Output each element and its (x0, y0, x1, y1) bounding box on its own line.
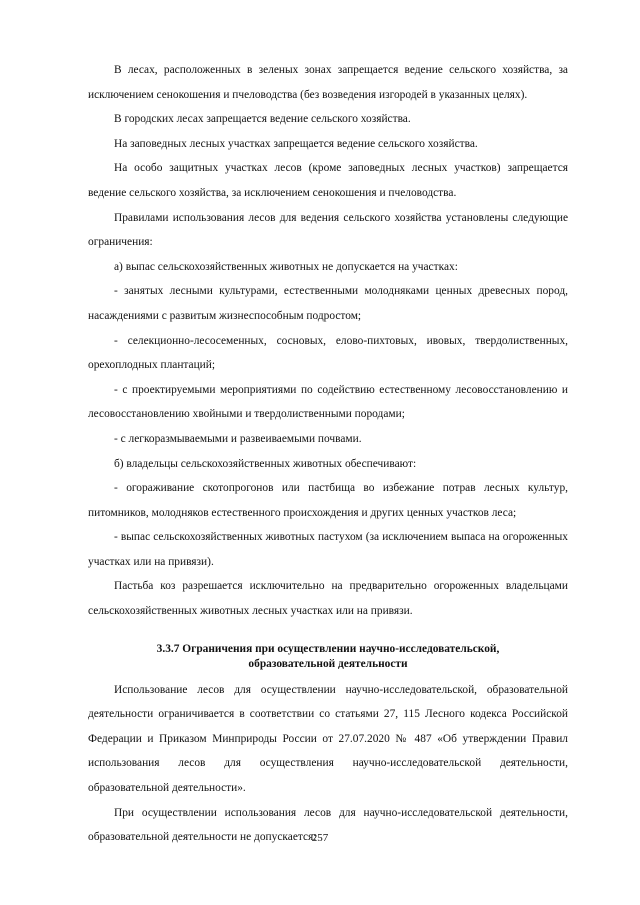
list-item: - с легкоразмываемыми и развеиваемыми почвами. (114, 432, 362, 445)
list-heading: а) выпас сельскохозяйственных животных не допускается на участках: (114, 260, 458, 273)
paragraph: В городских лесах запрещается ведение сельского хозяйства. (114, 113, 411, 126)
list-item: - огораживание скотопрогонов или пастбища во избежание потрав лесных культур, питомников, молодняков естественного происхождения и других ценных участков леса; (88, 482, 568, 519)
page-content (88, 58, 568, 850)
paragraph: В лесах, расположенных в зеленых зонах запрещается ведение сельского хозяйства, за исключением сенокошения и пчеловодства (без возведения изгородей в указанных целях). (88, 64, 568, 101)
paragraph: На заповедных лесных участках запрещается ведение сельского хозяйства. (114, 137, 478, 150)
section-heading (88, 642, 568, 672)
paragraph: Правилами использования лесов для ведения сельского хозяйства установлены следующие ограничения: (88, 211, 568, 249)
list-item: - занятых лесными культурами, естественными молодняками ценных древесных пород, насаждениями с развитым жизнеспособным подростом; (88, 285, 568, 322)
list-item: - с проектируемыми мероприятиями по содействию естественному лесовосстановлению и лесовосстановлению хвойными и твердолиственными породами; (88, 383, 568, 421)
paragraph: При осуществлении использования лесов для научно-исследовательской деятельности, образовательной деятельности не допускается: (88, 806, 568, 844)
paragraph: Пастьба коз разрешается исключительно на предварительно огороженных владельцами сельскохозяйственных животных лесных участках или на привязи. (88, 580, 568, 618)
list-heading: б) владельцы сельскохозяйственных животных обеспечивают: (114, 457, 417, 470)
list-item: - селекционно-лесосеменных, сосновых, елово-пихтовых, ивовых, твердолиственных, орехоплодных плантаций; (88, 334, 568, 372)
section-heading-line-2: образовательной деятельности (248, 657, 408, 670)
paragraph: На особо защитных участках лесов (кроме заповедных лесных участков) запрещается ведение сельского хозяйства, за исключением сенокошения и пчеловодства. (88, 162, 568, 199)
paragraph: Использование лесов для осуществлении научно-исследовательской, образовательной деятельности ограничивается в соответствии со статьями 27, 115 Лесного кодекса Российской Федерации и Приказом Минприроды России от 27.07.2020 № 487 «Об утверждении Правил использования лесов для осуществления научно-исследовательской деятельности, образовательной деятельности». (88, 683, 568, 795)
page-number: 257 (311, 832, 329, 844)
list-item: - выпас сельскохозяйственных животных пастухом (за исключением выпаса на огороженных участках или на привязи). (88, 531, 568, 568)
section-heading-line-1: 3.3.7 Ограничения при осуществлении научно-исследовательской, (156, 642, 500, 655)
